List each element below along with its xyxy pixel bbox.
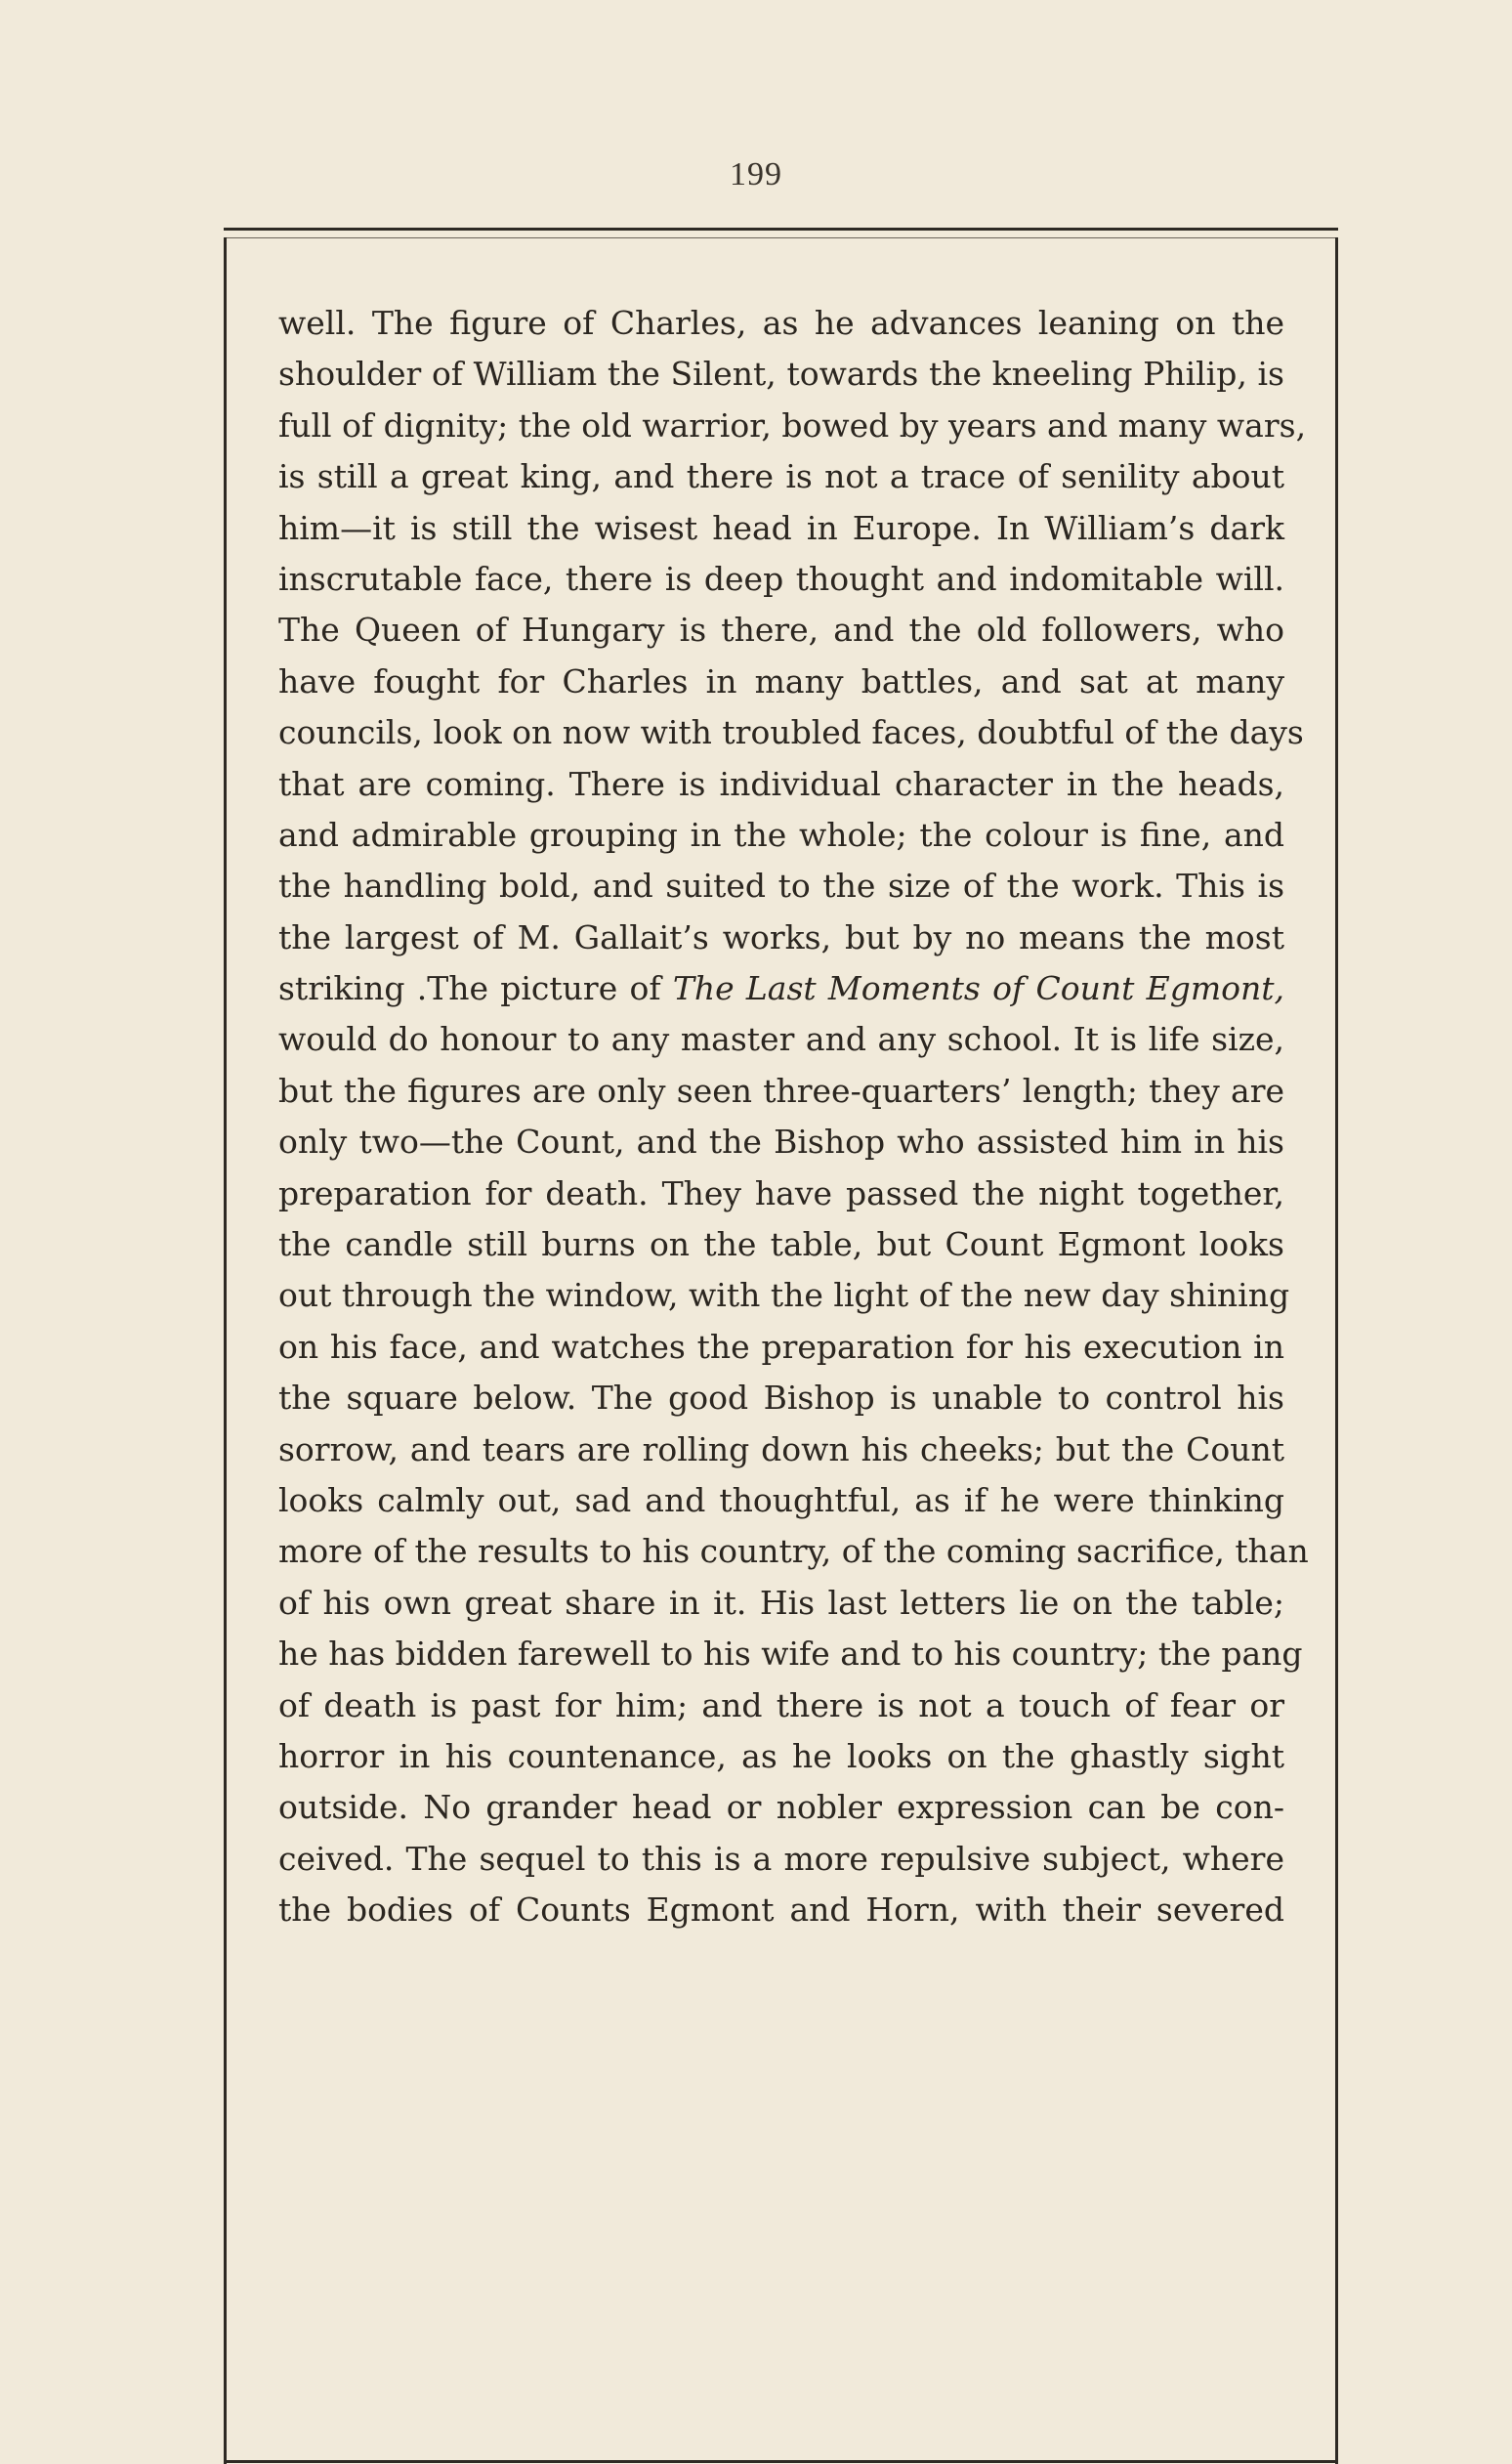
text-line: The Queen of Hungary is there, and the old followers, who	[278, 611, 1284, 650]
text-line-with-title	[278, 963, 1284, 1014]
text-line: more of the results to his country, of the coming sacrifice, than	[278, 1532, 1309, 1571]
text-line: full of dignity; the old warrior, bowed by years and many wars,	[278, 405, 1307, 445]
text-line: outside. No grander head or nobler expression can be con-	[278, 1788, 1284, 1827]
text-line: on his face, and watches the preparation for his execution in	[278, 1327, 1284, 1366]
text-line: that are coming. There is individual character in the heads,	[278, 764, 1284, 803]
frame-top-rule-inner	[224, 237, 1338, 238]
text-line: the bodies of Counts Egmont and Horn, with their severed	[278, 1890, 1284, 1930]
frame-left-rule	[224, 237, 227, 2464]
text-line: and admirable grouping in the whole; the colour is fine, and	[278, 815, 1284, 854]
text-line: councils, look on now with troubled faces, doubtful of the days	[278, 713, 1304, 752]
body-text	[278, 298, 1309, 1936]
frame-right-rule	[1335, 237, 1338, 2464]
text-line: the candle still burns on the table, but Count Egmont looks	[278, 1225, 1284, 1264]
text-line: inscrutable face, there is deep thought and indomitable will.	[278, 559, 1284, 598]
frame-top-rule	[224, 228, 1338, 231]
text-line: but the figures are only seen three-quarters’ length; they are	[278, 1071, 1284, 1110]
text-line: preparation for death. They have passed the night together,	[278, 1173, 1284, 1212]
text-line: horror in his countenance, as he looks on the ghastly sight	[278, 1736, 1284, 1775]
text-line: have fought for Charles in many battles, and sat at many	[278, 661, 1284, 701]
text-line: looks calmly out, sad and thoughtful, as if he were thinking	[278, 1480, 1284, 1519]
text-line: of his own great share in it. His last letters lie on the table;	[278, 1583, 1284, 1622]
text-line-start: striking .The picture of	[278, 969, 661, 1008]
text-line: shoulder of William the Silent, towards the kneeling Philip, is	[278, 355, 1284, 394]
text-line: would do honour to any master and any school. It is life size,	[278, 1020, 1284, 1059]
text-line: him—it is still the wisest head in Europe. In William’s dark	[278, 508, 1284, 547]
text-line: is still a great king, and there is not a trace of senility about	[278, 457, 1284, 496]
text-line: he has bidden farewell to his wife and to his country; the pang	[278, 1635, 1303, 1674]
text-line: the handling bold, and suited to the size of the work. This is	[278, 867, 1284, 906]
text-line: of death is past for him; and there is not a touch of fear or	[278, 1685, 1284, 1724]
text-line: the largest of M. Gallait’s works, but by no means the most	[278, 917, 1284, 956]
italic-painting-title: The Last Moments of Count Egmont,	[672, 969, 1284, 1008]
page-number: 199	[730, 156, 782, 192]
text-line: the square below. The good Bishop is unable to control his	[278, 1379, 1284, 1418]
frame-bottom-rule	[224, 2460, 1338, 2463]
text-line: out through the window, with the light of the new day shining	[278, 1276, 1290, 1315]
text-line: sorrow, and tears are rolling down his cheeks; but the Count	[278, 1429, 1284, 1468]
text-line: only two—the Count, and the Bishop who assisted him in his	[278, 1123, 1284, 1162]
text-line: ceived. The sequel to this is a more repulsive subject, where	[278, 1839, 1284, 1878]
text-line: well. The figure of Charles, as he advances leaning on the	[278, 304, 1284, 342]
